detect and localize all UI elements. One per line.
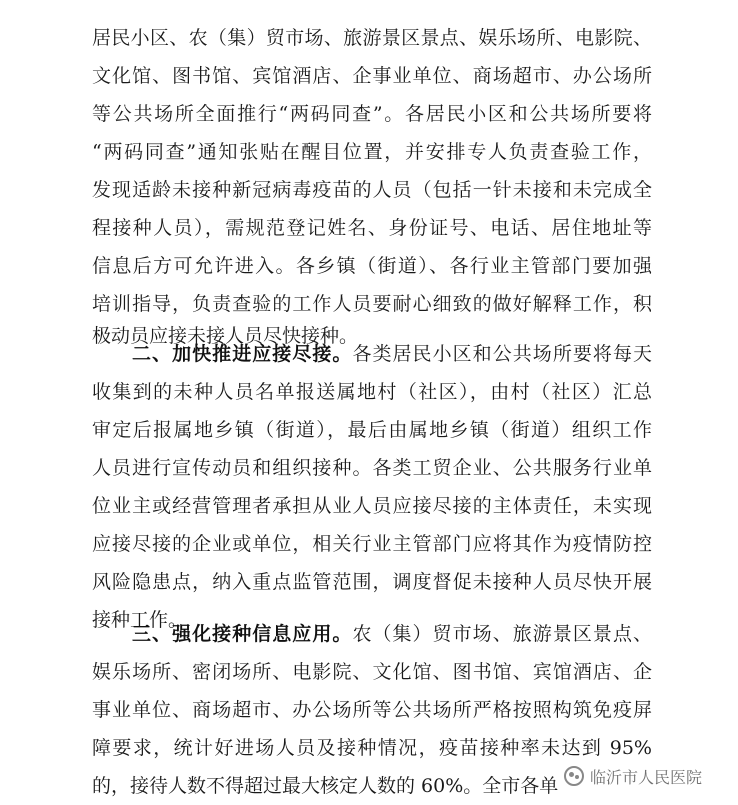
paragraph-line: 接种工作。 (92, 609, 188, 631)
paragraph-line: 障要求，统计好进场人员及接种情况，疫苗接种率未达到 95% (92, 737, 652, 759)
paragraph-line: 位业主或经营管理者承担从业人员应接尽接的主体责任，未实现 (92, 495, 652, 517)
wechat-icon (564, 766, 584, 786)
paragraph-line: 人员进行宣传动员和组织接种。各类工贸企业、公共服务行业单 (92, 457, 652, 479)
paragraph-line: 培训指导，负责查验的工作人员要耐心细致的做好解释工作，积 (92, 293, 652, 315)
paragraph-line: 文化馆、图书馆、宾馆酒店、企事业单位、商场超市、办公场所 (92, 65, 652, 87)
paragraph-line: 信息后方可允许进入。各乡镇（街道）、各行业主管部门要加强 (92, 255, 652, 277)
section-heading-line (132, 614, 652, 654)
paragraph-line: 程接种人员），需规范登记姓名、身份证号、电话、居住地址等 (92, 217, 652, 239)
paragraph-line: 发现适龄未接种新冠病毒疫苗的人员（包括一针未接和未完成全 (92, 179, 652, 201)
paragraph-line: 的，接待人数不得超过最大核定人数的 60%。全市各单 (92, 775, 559, 797)
section-heading-line (132, 334, 652, 374)
section-heading-rest: 各类居民小区和公共场所要将每天 (352, 343, 652, 365)
paragraph-line: 收集到的未种人员名单报送属地村（社区），由村（社区）汇总 (92, 381, 652, 403)
paragraph-line: 事业单位、商场超市、办公场所等公共场所严格按照构筑免疫屏 (92, 699, 652, 721)
paragraph-line: 居民小区、农（集）贸市场、旅游景区景点、娱乐场所、电影院、 (92, 27, 652, 49)
paragraph-line: 等公共场所全面推行“两码同查”。各居民小区和公共场所要将 (92, 103, 652, 125)
watermark (560, 762, 706, 790)
paragraph-line: 应接尽接的企业或单位，相关行业主管部门应将其作为疫情防控 (92, 533, 652, 555)
paragraph-line: 娱乐场所、密闭场所、电影院、文化馆、图书馆、宾馆酒店、企 (92, 661, 652, 683)
paragraph-line: “两码同查”通知张贴在醒目位置，并安排专人负责查验工作， (92, 141, 652, 163)
paragraph-line: 风险隐患点，纳入重点监管范围，调度督促未接种人员尽快开展 (92, 571, 652, 593)
paragraph-line: 审定后报属地乡镇（街道），最后由属地乡镇（街道）组织工作 (92, 419, 652, 441)
section-heading: 二、加快推进应接尽接。 (132, 343, 353, 365)
section-heading: 三、强化接种信息应用。 (132, 623, 353, 645)
watermark-text: 临沂市人民医院 (590, 767, 703, 787)
section-heading-rest: 农（集）贸市场、旅游景区景点、 (352, 623, 652, 645)
paragraph-line: 极动员应接未接人员尽快接种。 (92, 325, 359, 347)
